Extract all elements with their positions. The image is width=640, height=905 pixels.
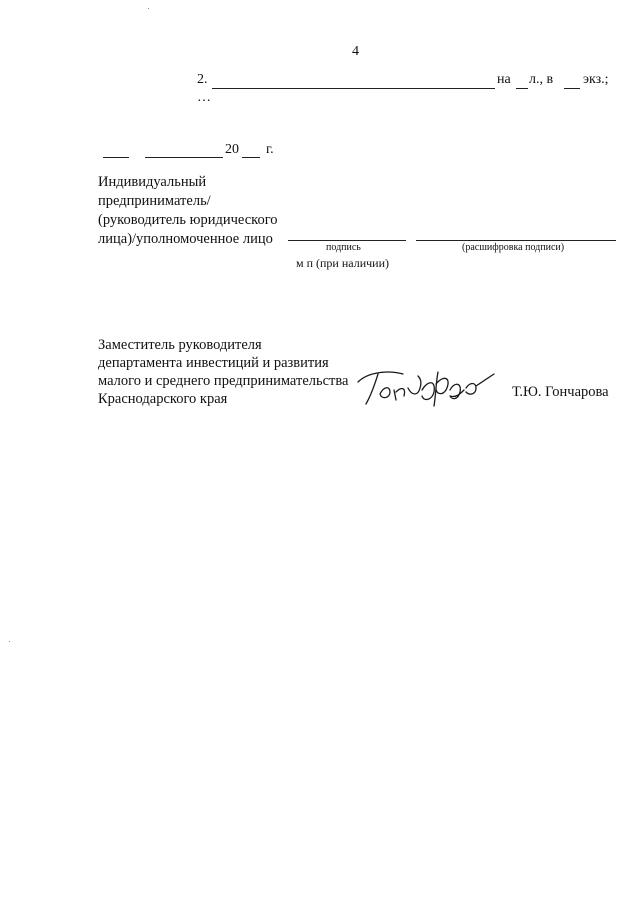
scan-speck: [9, 641, 10, 642]
item-ellipsis: …: [197, 90, 211, 105]
item-2-name-blank: [212, 88, 495, 89]
date-year-suffix: г.: [266, 142, 274, 157]
official-line: малого и среднего предпринимательства: [98, 373, 349, 389]
signatory-block: [98, 173, 278, 249]
signatory-line: (руководитель юридического: [98, 212, 278, 228]
item-2-na-label: на: [497, 72, 511, 87]
signature-decode-blank: [416, 240, 616, 241]
date-year-blank: [242, 157, 260, 158]
item-2-copies-label: экз.;: [583, 72, 609, 87]
item-2-sheets-blank: [516, 88, 528, 89]
signature-caption: подпись: [326, 242, 361, 253]
date-day-blank: [103, 157, 129, 158]
signatory-line: Индивидуальный: [98, 174, 207, 190]
signature-decode-caption: (расшифровка подписи): [462, 242, 565, 253]
item-2-copies-blank: [564, 88, 580, 89]
official-line: департамента инвестиций и развития: [98, 355, 329, 371]
item-2-number: 2.: [197, 72, 208, 87]
signature-blank: [288, 240, 406, 241]
official-block: [98, 336, 348, 408]
official-name: Т.Ю. Гончарова: [512, 384, 609, 400]
signatory-line: предприниматель/: [98, 193, 211, 209]
handwritten-signature: [348, 352, 498, 412]
item-2-sheets-label: л., в: [529, 72, 554, 87]
date-month-blank: [145, 157, 223, 158]
signatory-line: лица)/уполномоченное лицо: [98, 231, 273, 247]
stamp-caption: м п (при наличии): [296, 256, 389, 270]
official-line: Краснодарского края: [98, 391, 228, 407]
scan-speck: [148, 8, 149, 9]
page-number: 4: [352, 44, 359, 59]
date-year-prefix: 20: [225, 142, 239, 157]
official-line: Заместитель руководителя: [98, 337, 262, 353]
